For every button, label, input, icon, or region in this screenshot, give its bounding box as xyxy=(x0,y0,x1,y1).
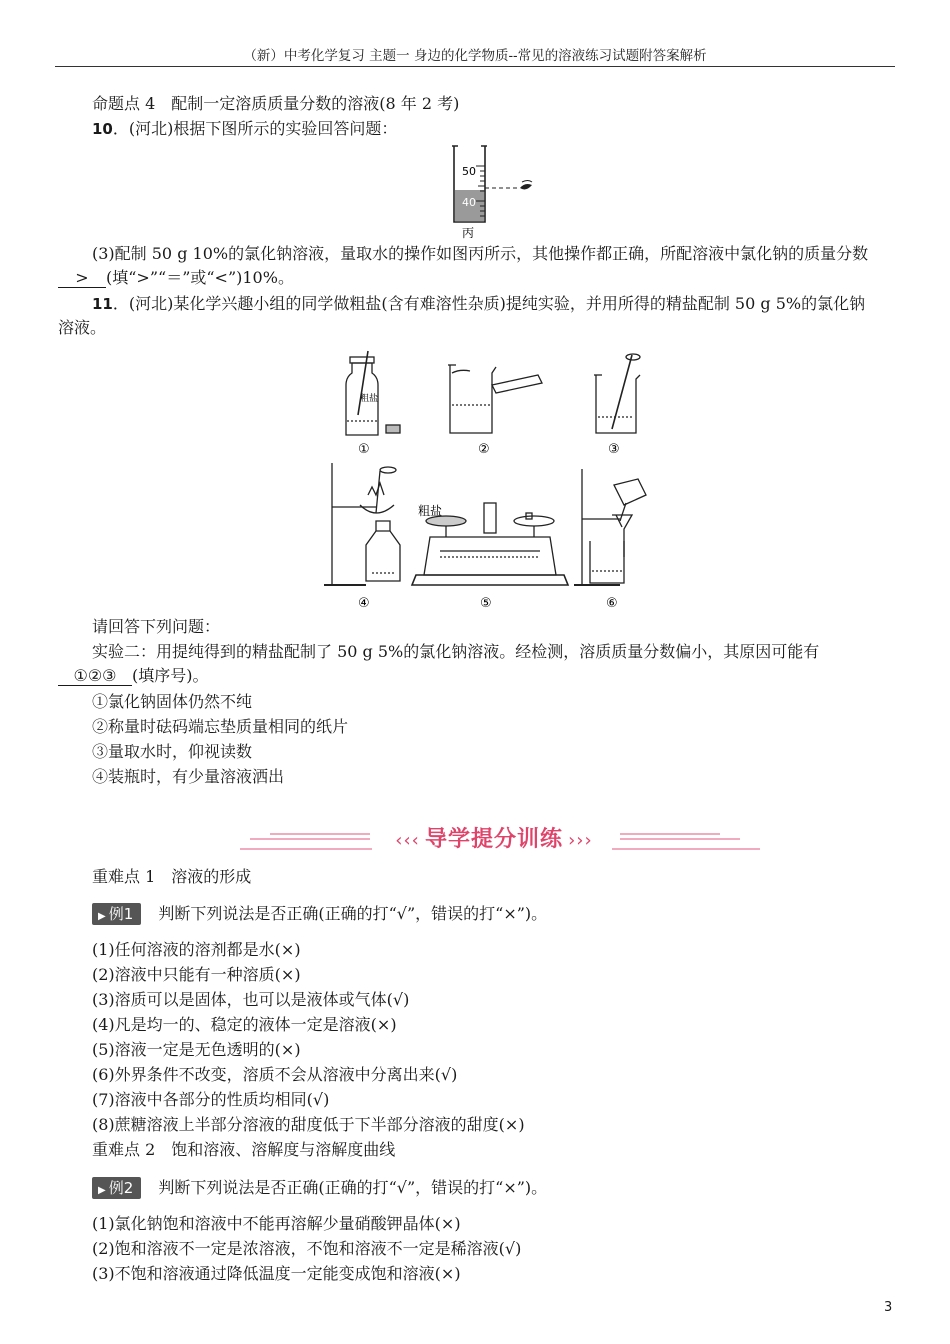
q11-answer-blank: ①②③ xyxy=(58,667,132,686)
q11-exp2-tail: (填序号)。 xyxy=(132,666,209,685)
bottle-label: 粗盐 xyxy=(360,394,379,404)
q11-option-2: ②称量时砝码端忘垫质量相同的纸片 xyxy=(92,717,349,736)
q10-part3-line2 xyxy=(58,268,294,288)
figure-label: 丙 xyxy=(462,226,475,240)
q11-prompt: 请回答下列问题： xyxy=(92,617,221,636)
q10-stem xyxy=(92,119,397,139)
q10-stem-text: ．(河北)根据下图所示的实验回答问题： xyxy=(112,119,398,138)
apparatus-label-5: ⑤ xyxy=(480,596,492,611)
eye-icon xyxy=(520,181,532,190)
apparatus-label-6: ⑥ xyxy=(606,596,618,611)
tick-50-label: 50 xyxy=(462,165,476,178)
q11-stem-line1 xyxy=(92,294,865,314)
key2-example xyxy=(92,1177,547,1199)
apparatus-label-1: ① xyxy=(358,442,370,457)
key1-item-6: (6)外界条件不改变，溶质不会从溶液中分离出来(√) xyxy=(92,1065,458,1084)
apparatus-label-3: ③ xyxy=(608,442,620,457)
key2-title: 重难点 2 饱和溶液、溶解度与溶解度曲线 xyxy=(92,1140,396,1159)
key1-item-7: (7)溶液中各部分的性质均相同(√) xyxy=(92,1090,330,1109)
q11-option-1: ①氯化钠固体仍然不纯 xyxy=(92,692,253,711)
example2-badge-text: 例2 xyxy=(108,1179,134,1197)
q10-part3-tail: (填“>”“＝”或“<”)10%。 xyxy=(106,268,294,287)
q10-part3-line1: (3)配制 50 g 10%的氯化钠溶液，量取水的操作如图丙所示，其他操作都正确，所配溶液中氯化钠的质量分数 xyxy=(92,244,869,263)
example2-badge xyxy=(92,1177,141,1199)
running-header: （新）中考化学复习 主题一 身边的化学物质--常见的溶液练习试题附答案解析 xyxy=(243,48,707,64)
apparatus-figure xyxy=(320,345,660,615)
filtration-setup-icon xyxy=(574,469,646,585)
banner-right-deco: ››› xyxy=(568,830,593,851)
q10-number: 10 xyxy=(92,120,113,138)
reagent-bottle-icon xyxy=(346,351,400,435)
q11-option-4: ④装瓶时，有少量溶液洒出 xyxy=(92,767,285,786)
key2-stem: 判断下列说法是否正确(正确的打“√”，错误的打“×”)。 xyxy=(158,1177,548,1197)
play-icon: ▶ xyxy=(98,1185,106,1196)
q11-option-3: ③量取水时，仰视读数 xyxy=(92,742,253,761)
banner-left-deco: ‹‹‹ xyxy=(395,830,420,851)
key1-stem: 判断下列说法是否正确(正确的打“√”，错误的打“×”)。 xyxy=(158,903,548,923)
key1-item-1: (1)任何溶液的溶剂都是水(×) xyxy=(92,940,301,959)
key1-example xyxy=(92,903,547,925)
key2-item-3: (3)不饱和溶液通过降低温度一定能变成饱和溶液(×) xyxy=(92,1264,461,1283)
key1-title: 重难点 1 溶液的形成 xyxy=(92,867,252,886)
q10-answer-blank: > xyxy=(58,269,106,288)
header-rule xyxy=(55,66,895,67)
key1-item-8: (8)蔗糖溶液上半部分溶液的甜度低于下半部分溶液的甜度(×) xyxy=(92,1115,525,1134)
pouring-beaker-icon xyxy=(448,365,542,433)
q11-stem-text: ．(河北)某化学兴趣小组的同学做粗盐(含有难溶性杂质)提纯实验，并用所得的精盐配制 50 g 5%的氯化钠 xyxy=(112,294,866,313)
key1-item-4: (4)凡是均一的、稳定的液体一定是溶液(×) xyxy=(92,1015,397,1034)
evaporation-setup-icon xyxy=(324,463,400,585)
key1-item-2: (2)溶液中只能有一种溶质(×) xyxy=(92,965,301,984)
tick-40-label: 40 xyxy=(462,196,476,209)
q11-exp2-line1: 实验二：用提纯得到的精盐配制了 50 g 5%的氯化钠溶液。经检测，溶质质量分数偏小，其原因可能有 xyxy=(92,642,820,661)
balance-label: 粗盐 xyxy=(418,504,443,518)
q11-stem-line2: 溶液。 xyxy=(58,318,107,337)
key2-item-1: (1)氯化钠饱和溶液中不能再溶解少量硝酸钾晶体(×) xyxy=(92,1214,461,1233)
stirring-beaker-icon xyxy=(594,354,640,433)
example1-badge-text: 例1 xyxy=(108,905,134,923)
banner-title: 导学提分训练 xyxy=(424,827,563,852)
apparatus-label-2: ② xyxy=(478,442,490,457)
q11-exp2-line2 xyxy=(58,666,209,686)
page-number: 3 xyxy=(884,1300,893,1315)
key2-item-2: (2)饱和溶液不一定是浓溶液，不饱和溶液不一定是稀溶液(√) xyxy=(92,1239,522,1258)
key1-item-3: (3)溶质可以是固体，也可以是液体或气体(√) xyxy=(92,990,410,1009)
q11-number: 11 xyxy=(92,295,113,313)
section-banner xyxy=(240,820,760,860)
topic4-title: 命题点 4 配制一定溶质质量分数的溶液(8 年 2 考) xyxy=(92,94,460,113)
key1-item-5: (5)溶液一定是无色透明的(×) xyxy=(92,1040,301,1059)
play-icon: ▶ xyxy=(98,911,106,922)
example1-badge xyxy=(92,903,141,925)
apparatus-label-4: ④ xyxy=(358,596,370,611)
cylinder-figure xyxy=(440,140,550,240)
